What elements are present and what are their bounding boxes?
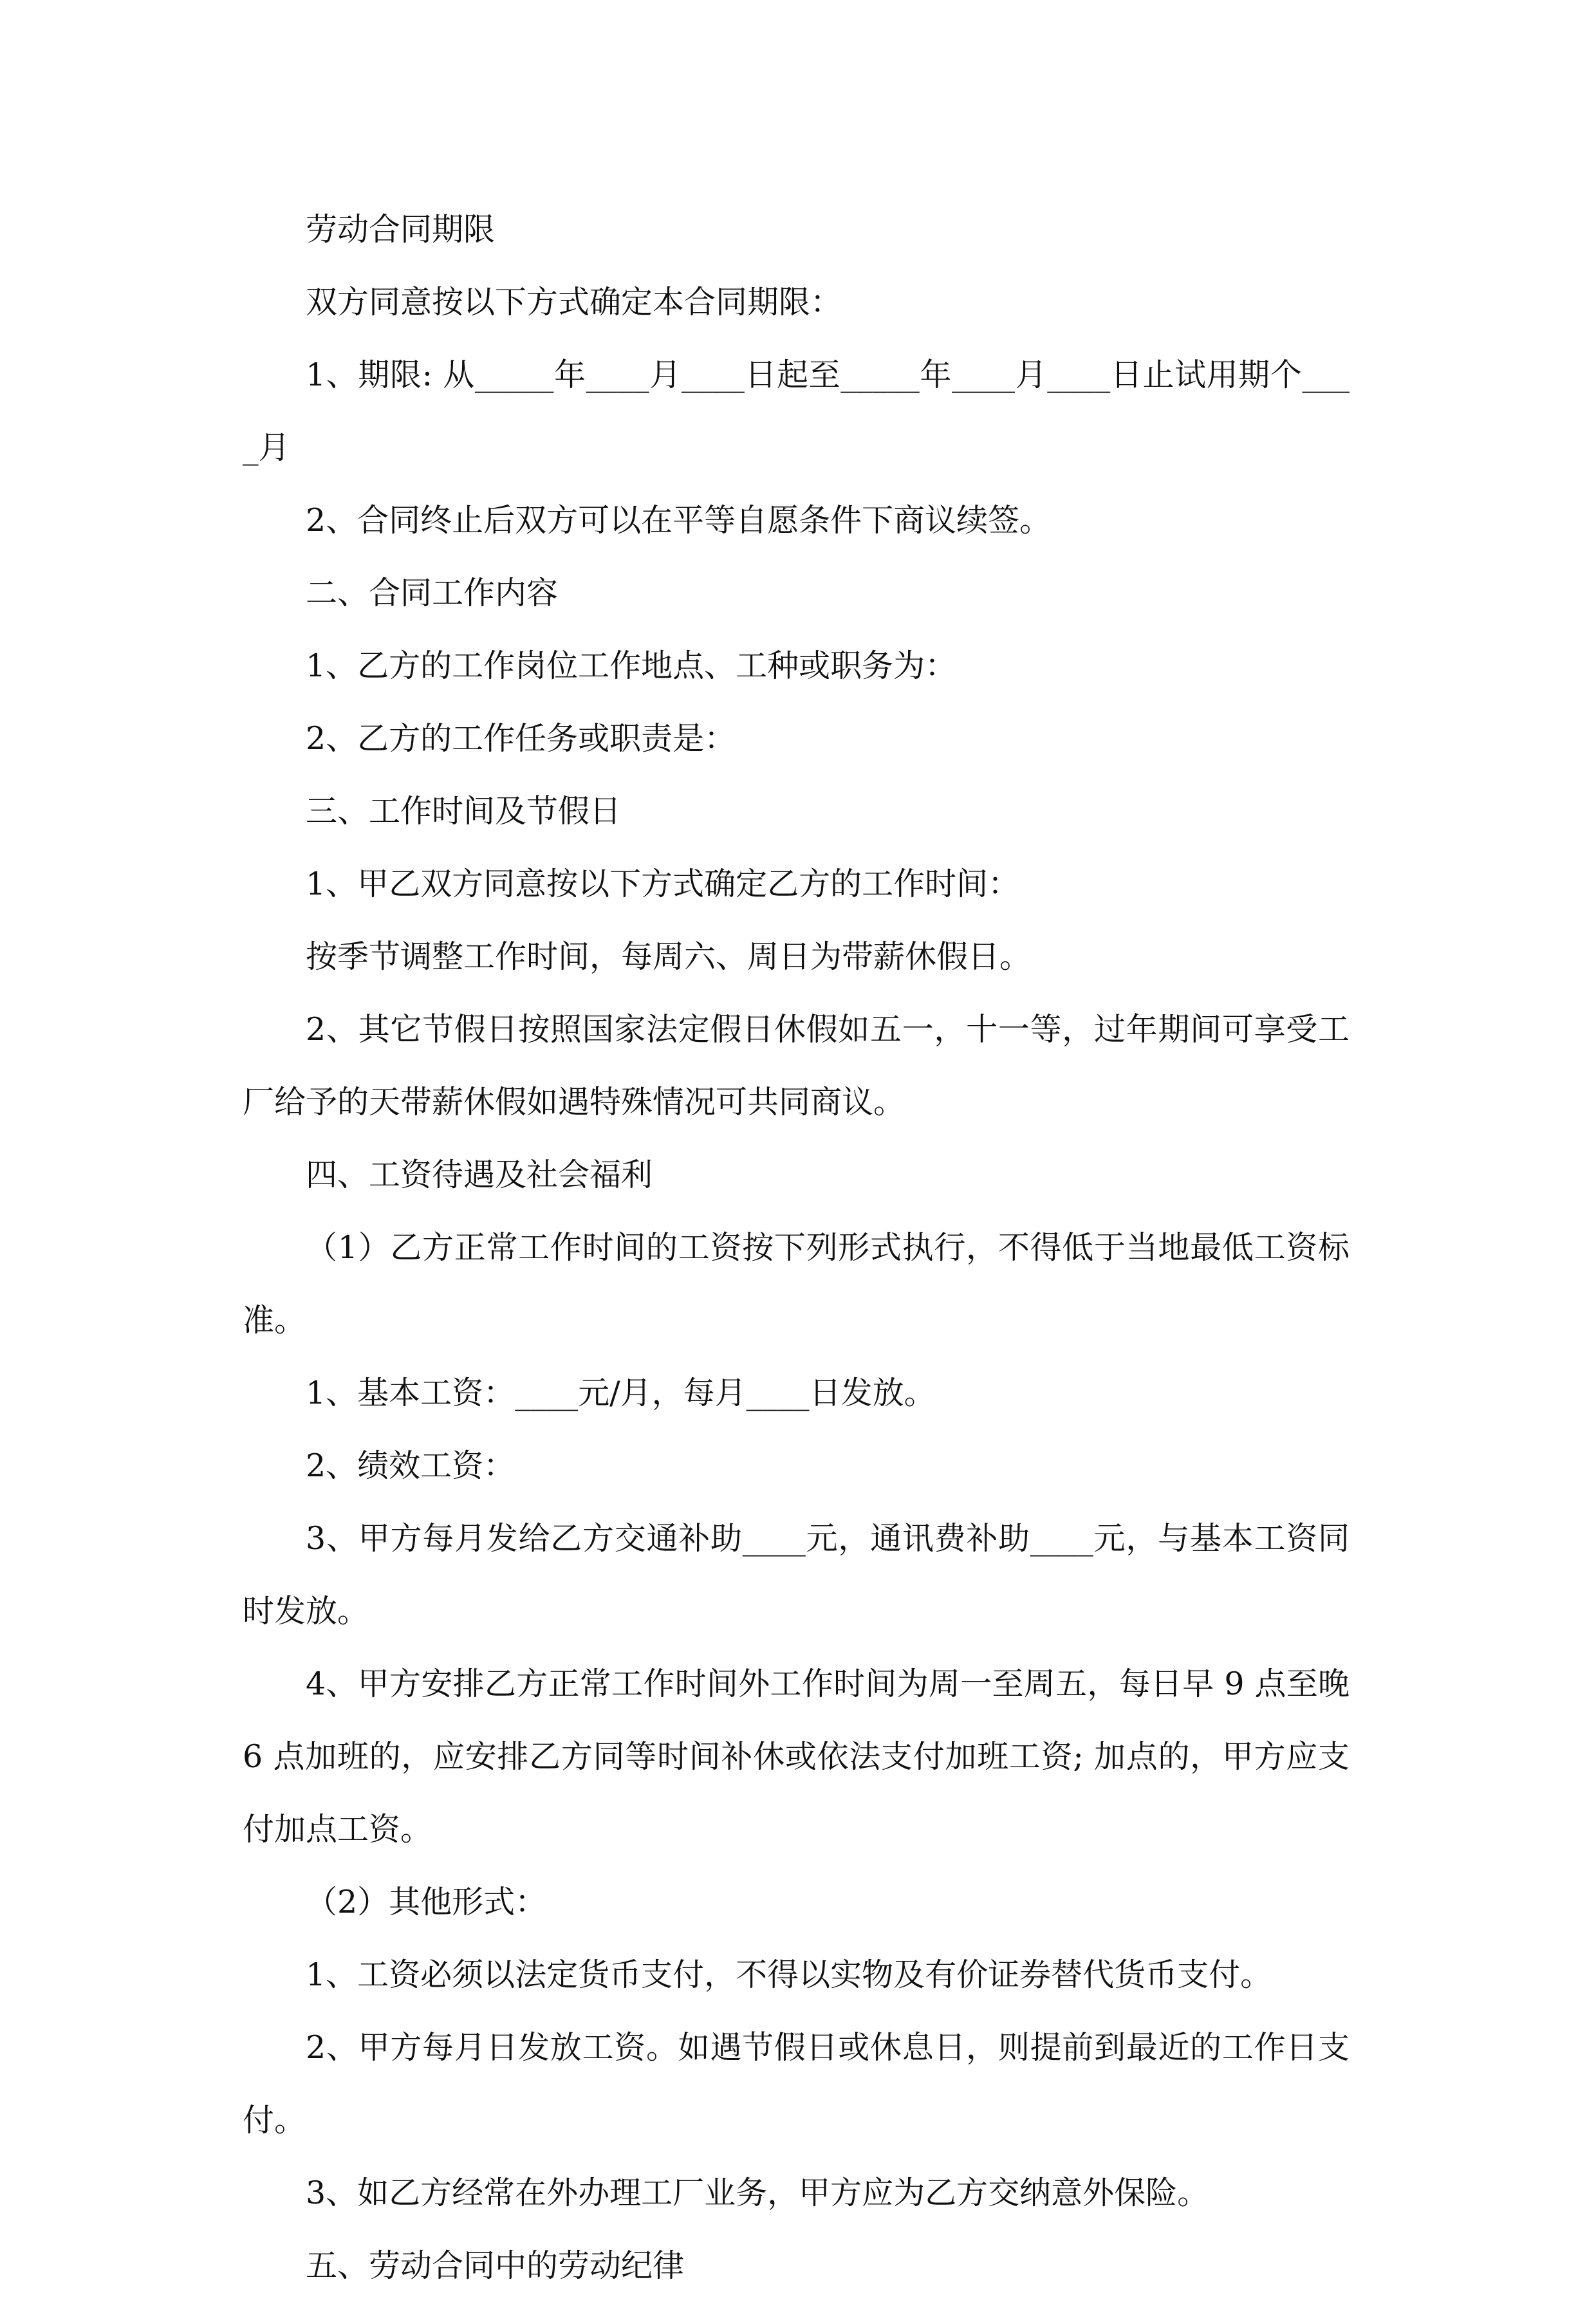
paragraph-performance-pay: 2、绩效工资： <box>306 1447 515 1484</box>
section-heading-wages: 四、工资待遇及社会福利 <box>306 1156 653 1193</box>
section-heading-working-hours: 三、工作时间及节假日 <box>306 793 622 830</box>
paragraph-renewal: 2、合同终止后双方可以在平等自愿条件下商议续签。 <box>306 502 1052 539</box>
paragraph-currency-payment: 1、工资必须以法定货币支付，不得以实物及有价证券替代货币支付。 <box>306 1956 1272 1993</box>
paragraph-wage-form-2: （2）其他形式： <box>306 1884 547 1920</box>
paragraph-term-agreement: 双方同意按以下方式确定本合同期限： <box>306 284 842 320</box>
paragraph-payday: 2、甲方每月日发放工资。如遇节假日或休息日，则提前到最近的工作日支付。 <box>243 2029 1350 2139</box>
paragraph-insurance: 3、如乙方经常在外办理工厂业务，甲方应为乙方交纳意外保险。 <box>306 2175 1209 2211</box>
paragraph-seasonal-hours: 按季节调整工作时间，每周六、周日为带薪休假日。 <box>306 938 1032 975</box>
paragraph-job-position: 1、乙方的工作岗位工作地点、工种或职务为： <box>306 647 957 684</box>
section-heading-labor-discipline: 五、劳动合同中的劳动纪律 <box>306 2247 685 2284</box>
document-body <box>243 193 1360 2302</box>
paragraph-term-period: 1、期限: 从_____年____月____日起至_____年____月____日止试用期个____月 <box>243 357 1350 466</box>
section-heading-contract-term: 劳动合同期限 <box>306 211 496 248</box>
paragraph-wage-form-1: （1）乙方正常工作时间的工资按下列形式执行，不得低于当地最低工资标准。 <box>243 1229 1350 1339</box>
paragraph-job-duties: 2、乙方的工作任务或职责是： <box>306 720 736 757</box>
section-heading-work-content: 二、合同工作内容 <box>306 575 559 611</box>
paragraph-working-hours: 1、甲乙双方同意按以下方式确定乙方的工作时间： <box>306 866 1020 902</box>
paragraph-overtime: 4、甲方安排乙方正常工作时间外工作时间为周一至周五，每日早 9 点至晚 6 点加班的，应安排乙方同等时间补休或依法支付加班工资; 加点的，甲方应支付加点工资。 <box>243 1666 1360 1848</box>
paragraph-holidays: 2、其它节假日按照国家法定假日休假如五一，十一等，过年期间可享受工厂给予的天带薪休假如遇特殊情况可共同商议。 <box>243 1011 1350 1120</box>
paragraph-base-salary: 1、基本工资：____元/月，每月____日发放。 <box>306 1375 936 1411</box>
paragraph-allowances: 3、甲方每月发给乙方交通补助____元，通讯费补助____元，与基本工资同时发放。 <box>243 1520 1350 1629</box>
